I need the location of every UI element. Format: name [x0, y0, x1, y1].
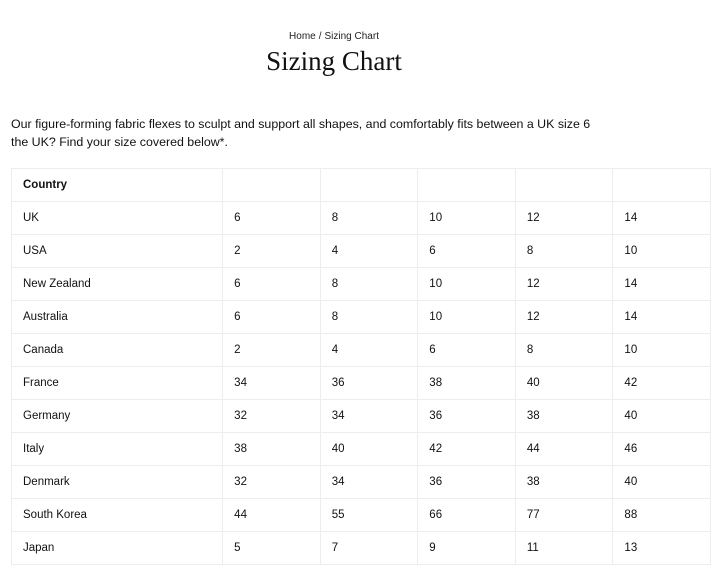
size-cell: 14	[613, 301, 711, 334]
size-cell: 55	[320, 499, 418, 532]
size-cell: 5	[223, 532, 321, 565]
table-row	[12, 532, 711, 565]
table-row	[12, 499, 711, 532]
size-cell: 34	[223, 367, 321, 400]
size-cell: 6	[418, 235, 516, 268]
table-row	[12, 466, 711, 499]
size-cell: 7	[320, 532, 418, 565]
size-cell: 36	[418, 466, 516, 499]
table-body	[12, 202, 711, 565]
table-row	[12, 268, 711, 301]
size-cell: 10	[418, 268, 516, 301]
size-cell: 2	[223, 235, 321, 268]
size-cell: 32	[223, 466, 321, 499]
size-cell: 44	[223, 499, 321, 532]
size-table-container[interactable]	[11, 168, 638, 580]
table-row	[12, 235, 711, 268]
intro-line-1: Our figure-forming fabric flexes to sculpt and support all shapes, and comfortably fits between a UK size 6	[11, 117, 591, 131]
breadcrumb-home-link[interactable]: Home	[289, 31, 316, 42]
country-cell: Germany	[12, 400, 223, 433]
country-cell: France	[12, 367, 223, 400]
column-header-country: Country	[12, 169, 223, 202]
table-row	[12, 400, 711, 433]
table-row	[12, 367, 711, 400]
size-cell: 42	[613, 367, 711, 400]
size-cell: 38	[418, 367, 516, 400]
size-cell: 46	[613, 433, 711, 466]
size-cell: 42	[418, 433, 516, 466]
size-cell: 40	[515, 367, 613, 400]
size-cell: 40	[320, 433, 418, 466]
country-cell: Australia	[12, 301, 223, 334]
size-cell: 6	[223, 301, 321, 334]
size-cell: 6	[418, 334, 516, 367]
breadcrumb-current: Sizing Chart	[324, 31, 379, 42]
size-cell: 88	[613, 499, 711, 532]
size-cell: 8	[320, 301, 418, 334]
size-cell: 11	[515, 532, 613, 565]
size-cell: 4	[320, 235, 418, 268]
size-cell: 6	[223, 202, 321, 235]
table-header-row	[12, 169, 711, 202]
size-cell: 8	[320, 268, 418, 301]
size-cell: 12	[515, 202, 613, 235]
size-cell: 8	[515, 235, 613, 268]
table-row	[12, 202, 711, 235]
country-cell: New Zealand	[12, 268, 223, 301]
size-cell: 38	[515, 466, 613, 499]
intro-line-2: the UK? Find your size covered below*.	[11, 135, 228, 149]
size-cell: 4	[320, 334, 418, 367]
size-cell: 36	[320, 367, 418, 400]
country-cell: South Korea	[12, 499, 223, 532]
size-cell: 14	[613, 268, 711, 301]
size-cell: 38	[515, 400, 613, 433]
breadcrumb	[0, 31, 668, 42]
size-cell: 2	[223, 334, 321, 367]
size-cell: 34	[320, 400, 418, 433]
size-cell: 40	[613, 400, 711, 433]
size-cell: 8	[515, 334, 613, 367]
country-cell: Italy	[12, 433, 223, 466]
size-cell: 13	[613, 532, 711, 565]
column-header	[320, 169, 418, 202]
size-cell: 77	[515, 499, 613, 532]
column-header	[515, 169, 613, 202]
table-row	[12, 334, 711, 367]
size-cell: 8	[320, 202, 418, 235]
size-cell: 34	[320, 466, 418, 499]
size-cell: 12	[515, 301, 613, 334]
size-cell: 10	[613, 334, 711, 367]
size-cell: 10	[613, 235, 711, 268]
table-row	[12, 433, 711, 466]
column-header	[223, 169, 321, 202]
size-cell: 14	[613, 202, 711, 235]
country-cell: Denmark	[12, 466, 223, 499]
column-header	[418, 169, 516, 202]
country-cell: USA	[12, 235, 223, 268]
size-cell: 6	[223, 268, 321, 301]
size-cell: 44	[515, 433, 613, 466]
country-cell: Canada	[12, 334, 223, 367]
size-table	[11, 168, 711, 565]
size-cell: 40	[613, 466, 711, 499]
breadcrumb-separator: /	[318, 31, 322, 42]
size-cell: 38	[223, 433, 321, 466]
intro-text	[11, 115, 591, 151]
size-cell: 12	[515, 268, 613, 301]
size-cell: 10	[418, 202, 516, 235]
page-title: Sizing Chart	[266, 46, 402, 76]
country-cell: UK	[12, 202, 223, 235]
table-row	[12, 301, 711, 334]
size-cell: 66	[418, 499, 516, 532]
size-cell: 9	[418, 532, 516, 565]
size-cell: 10	[418, 301, 516, 334]
size-cell: 32	[223, 400, 321, 433]
country-cell: Japan	[12, 532, 223, 565]
column-header	[613, 169, 711, 202]
size-cell: 36	[418, 400, 516, 433]
